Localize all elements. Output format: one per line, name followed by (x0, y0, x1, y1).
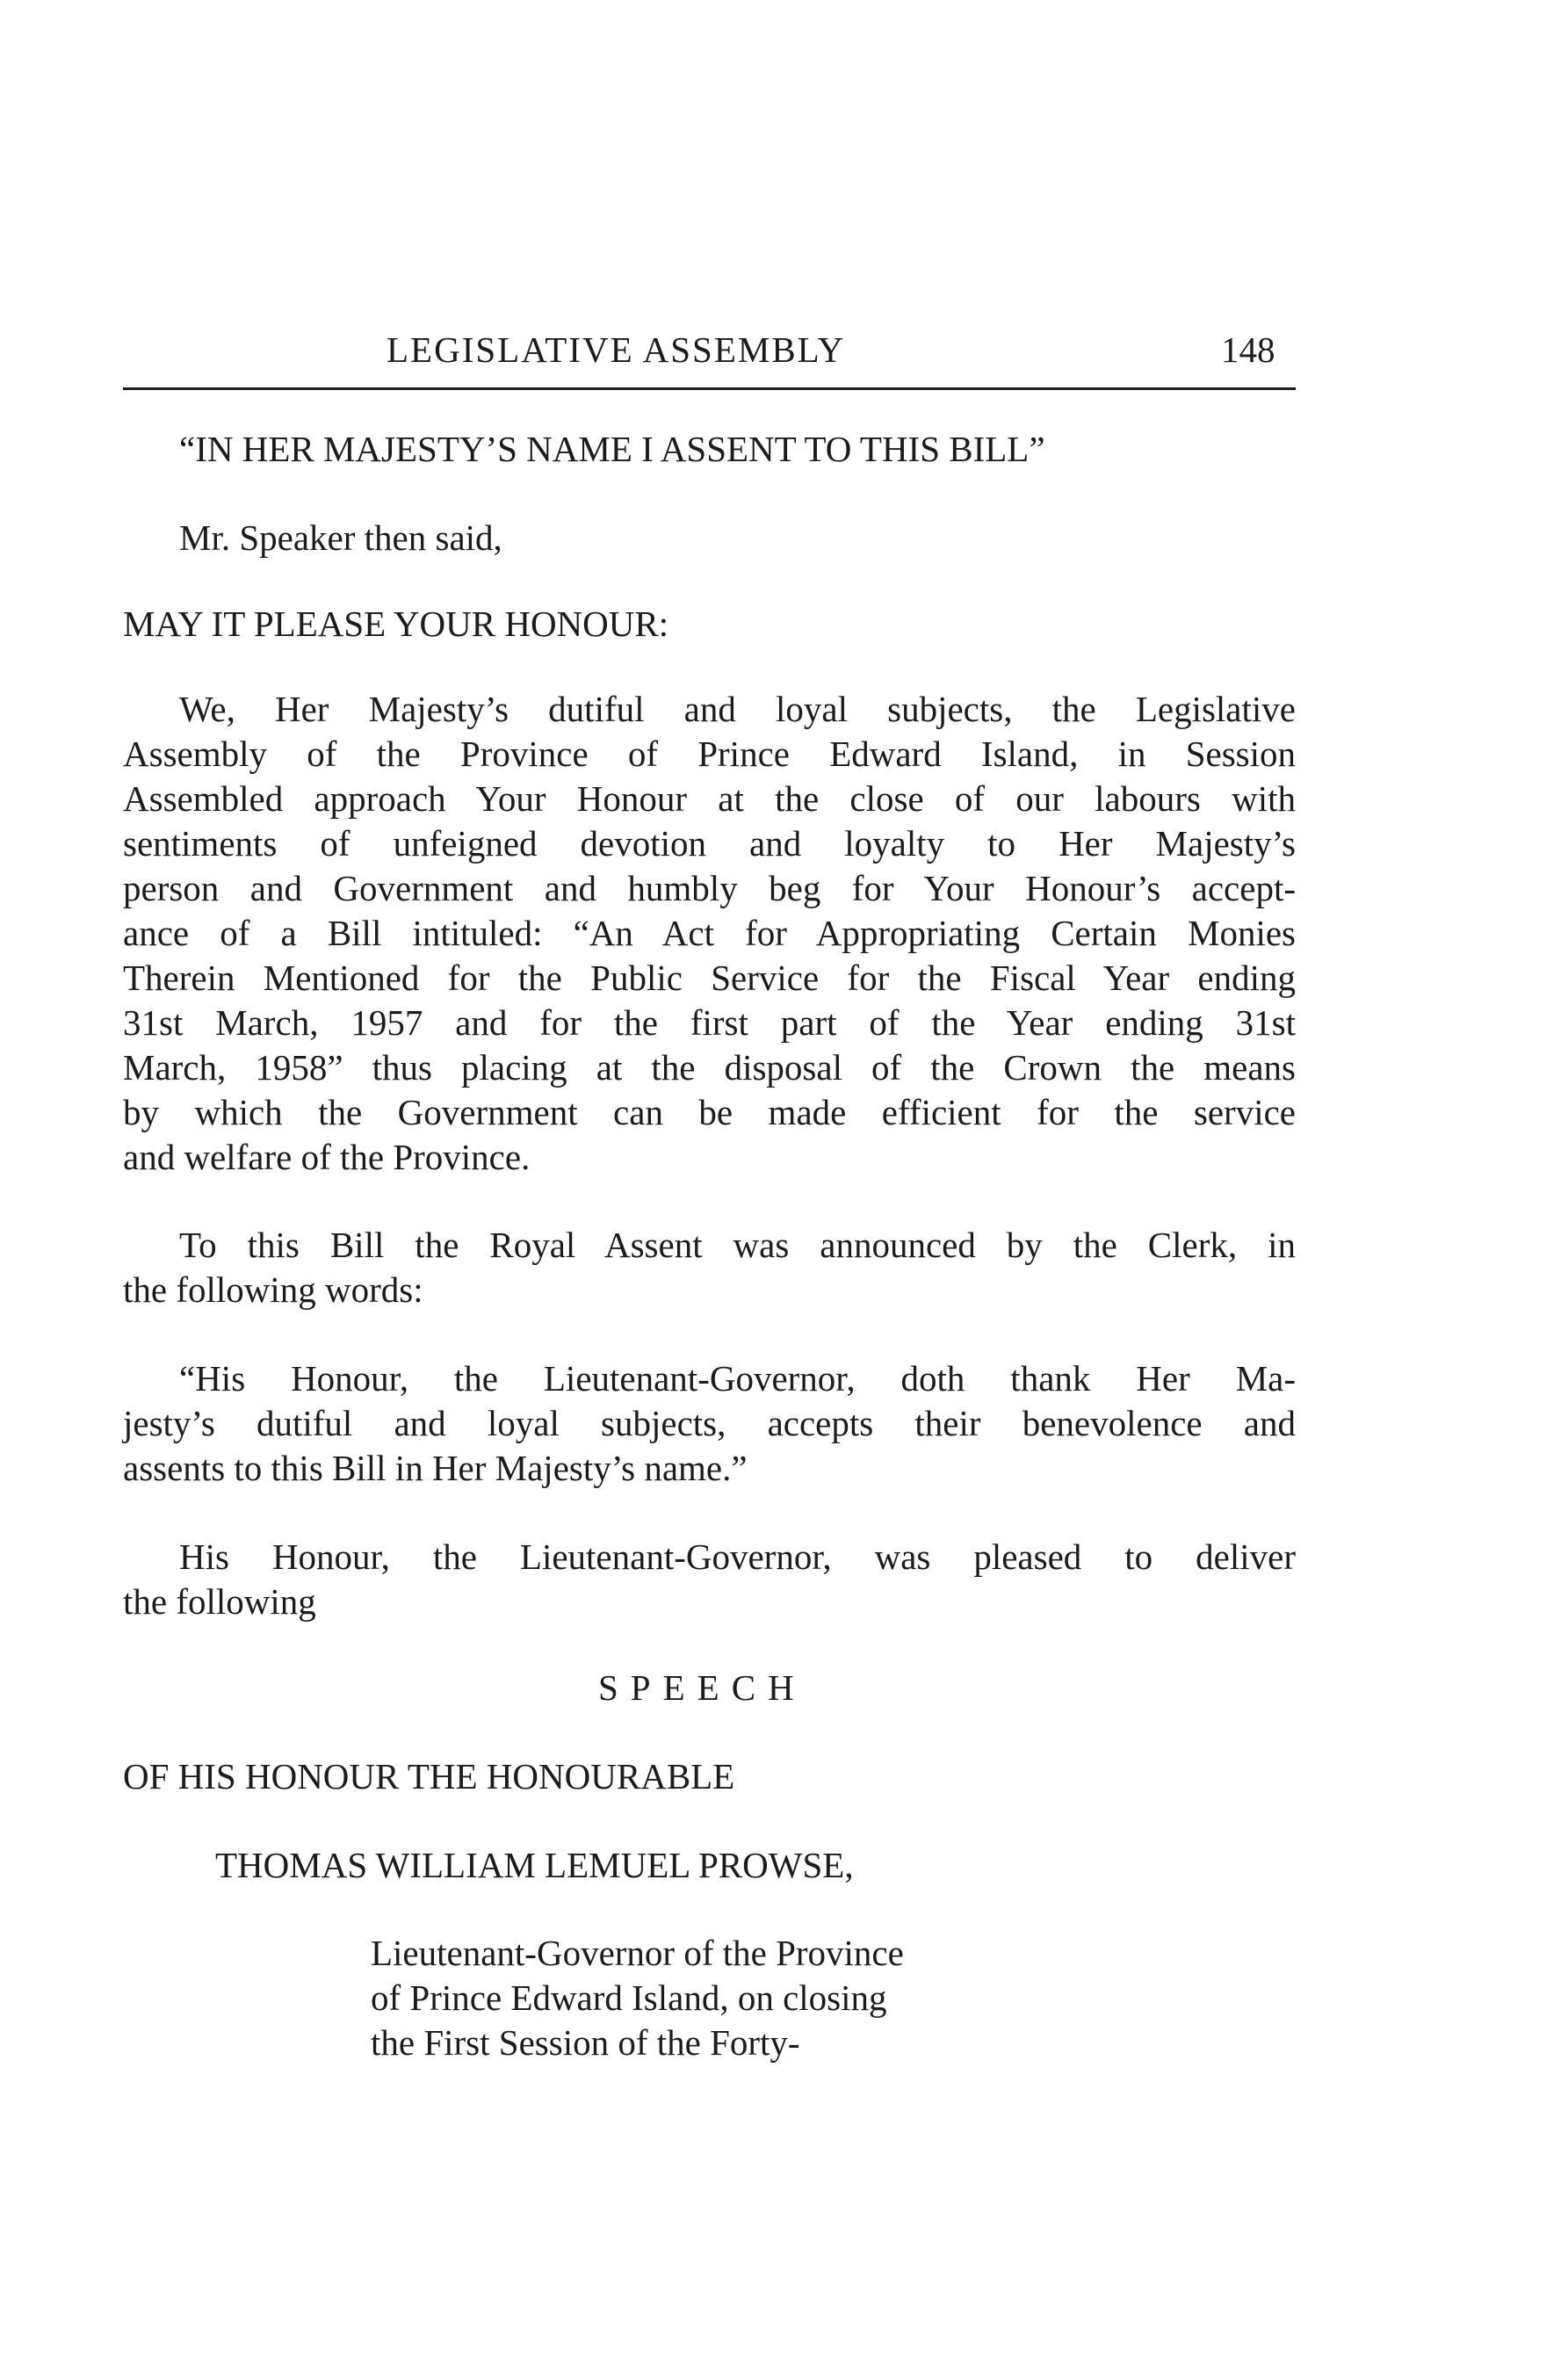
header-rule (123, 387, 1296, 390)
governor-thanks-line: “His Honour, the Lieutenant-Governor, doth thank Her Ma- (179, 1358, 1296, 1399)
address-heading: MAY IT PLEASE YOUR HONOUR: (123, 604, 669, 644)
address-line: We, Her Majesty’s dutiful and loyal subjects, the Legislative (179, 689, 1296, 729)
deliver-line: His Honour, the Lieutenant-Governor, was pleased to deliver (179, 1536, 1296, 1577)
address-line: sentiments of unfeigned devotion and loyalty to Her Majesty’s (123, 823, 1296, 864)
address-line: ance of a Bill intituled: “An Act for Appropriating Certain Monies (123, 913, 1296, 953)
governor-thanks-line: jesty’s dutiful and loyal subjects, accepts their benevolence and (123, 1403, 1296, 1443)
address-line: Therein Mentioned for the Public Service for the Fiscal Year ending (123, 958, 1296, 998)
address-line: person and Government and humbly beg for Your Honour’s accept- (123, 868, 1296, 908)
address-line: by which the Government can be made efficient for the service (123, 1092, 1296, 1132)
deliver-line: the following (123, 1581, 316, 1622)
running-header-title: LEGISLATIVE ASSEMBLY (387, 329, 846, 370)
governor-title-line: the First Session of the Forty- (371, 2022, 800, 2063)
address-line: Assembly of the Province of Prince Edward Island, in Session (123, 734, 1296, 774)
governor-title-line: of Prince Edward Island, on closing (371, 1977, 887, 2018)
royal-assent-line: To this Bill the Royal Assent was announced by the Clerk, in (179, 1225, 1296, 1265)
address-line: Assembled approach Your Honour at the close of our labours with (123, 778, 1296, 819)
speech-heading: SPEECH (598, 1667, 806, 1708)
of-his-honour-line: OF HIS HONOUR THE HONOURABLE (123, 1756, 735, 1796)
page-number: 148 (1221, 329, 1275, 370)
address-line: 31st March, 1957 and for the first part of the Year ending 31st (123, 1002, 1296, 1043)
speaker-line: Mr. Speaker then said, (179, 517, 502, 558)
governor-title-line: Lieutenant-Governor of the Province (371, 1933, 904, 1973)
address-line: and welfare of the Province. (123, 1137, 531, 1177)
assent-line: “IN HER MAJESTY’S NAME I ASSENT TO THIS BILL” (179, 429, 1045, 469)
royal-assent-line: the following words: (123, 1269, 423, 1310)
address-line: March, 1958” thus placing at the disposal of the Crown the means (123, 1047, 1296, 1088)
governor-thanks-line: assents to this Bill in Her Majesty’s name.” (123, 1448, 748, 1488)
governor-name: THOMAS WILLIAM LEMUEL PROWSE, (215, 1845, 854, 1885)
